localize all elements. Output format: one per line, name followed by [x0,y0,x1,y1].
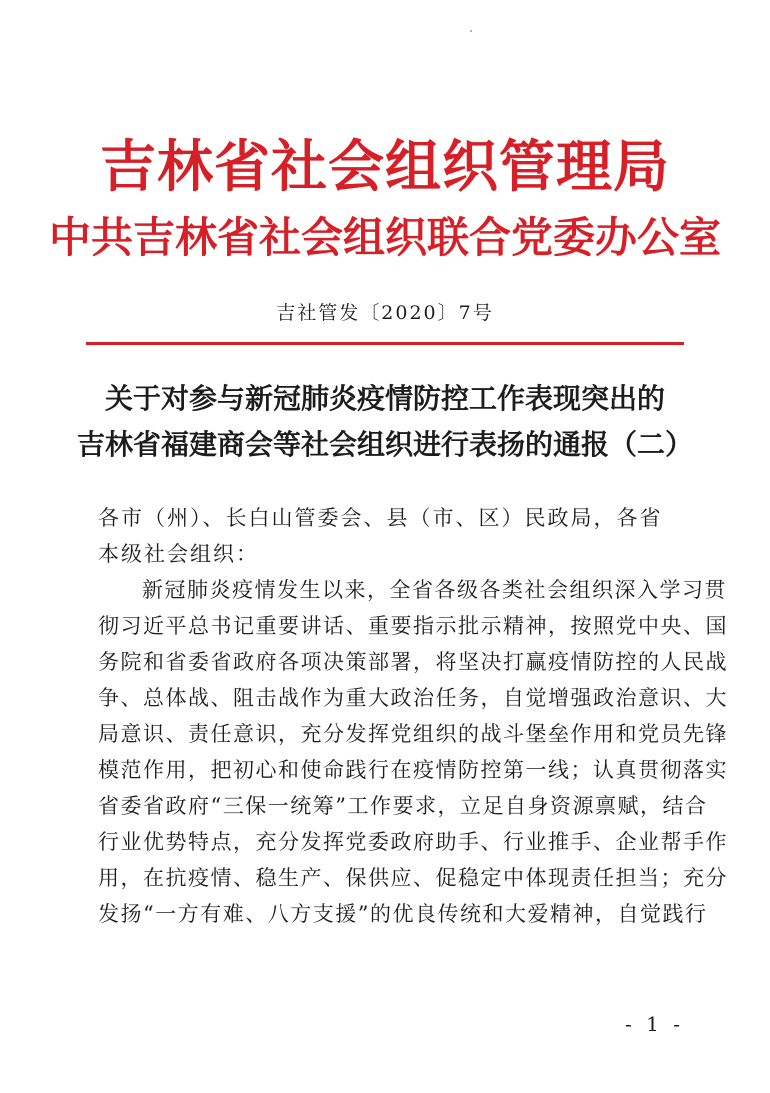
body-line: 务院和省委省政府各项决策部署，将坚决打赢疫情防控的人民战 [98,650,728,674]
body-paragraph [98,572,728,932]
page-number: - 1 - [625,1012,684,1036]
salutation: 各市（州）、长白山管委会、县（市、区）民政局，各省本级社会组织： [98,506,663,566]
body-line: 彻习近平总书记重要讲话、重要指示批示精神，按照党中央、国 [98,614,728,638]
body-line: 局意识、责任意识，充分发挥党组织的战斗堡垒作用和党员先锋 [98,722,728,746]
red-divider-line [86,342,684,345]
issuing-org-line2: 中共吉林省社会组织联合党委办公室 [48,213,721,262]
body-line: 省委省政府“三保一统筹”工作要求，立足自身资源禀赋，结合 [98,794,708,818]
title-line-1: 关于对参与新冠肺炎疫情防控工作表现突出的 [104,382,665,415]
issuing-org-line1: 吉林省社会组织管理局 [100,135,670,200]
document-number: 吉社管发〔2020〕7号 [276,302,494,324]
title-line-2: 吉林省福建商会等社会组织进行表扬的通报（二） [76,428,693,461]
scan-speck [470,30,472,32]
body-line: 用，在抗疫情、稳生产、保供应、促稳定中体现责任担当；充分 [98,866,728,890]
body-line: 行业优势特点，充分发挥党委政府助手、行业推手、企业帮手作 [98,830,728,854]
body-line: 新冠肺炎疫情发生以来，全省各级各类社会组织深入学习贯 [142,578,727,602]
document-title [0,376,770,468]
body-line: 争、总体战、阻击战作为重大政治任务，自觉增强政治意识、大 [98,686,728,710]
body-line: 模范作用，把初心和使命践行在疫情防控第一线；认真贯彻落实 [98,758,728,782]
body-line: 发扬“一方有难、八方支援”的优良传统和大爱精神，自觉践行 [98,902,708,926]
